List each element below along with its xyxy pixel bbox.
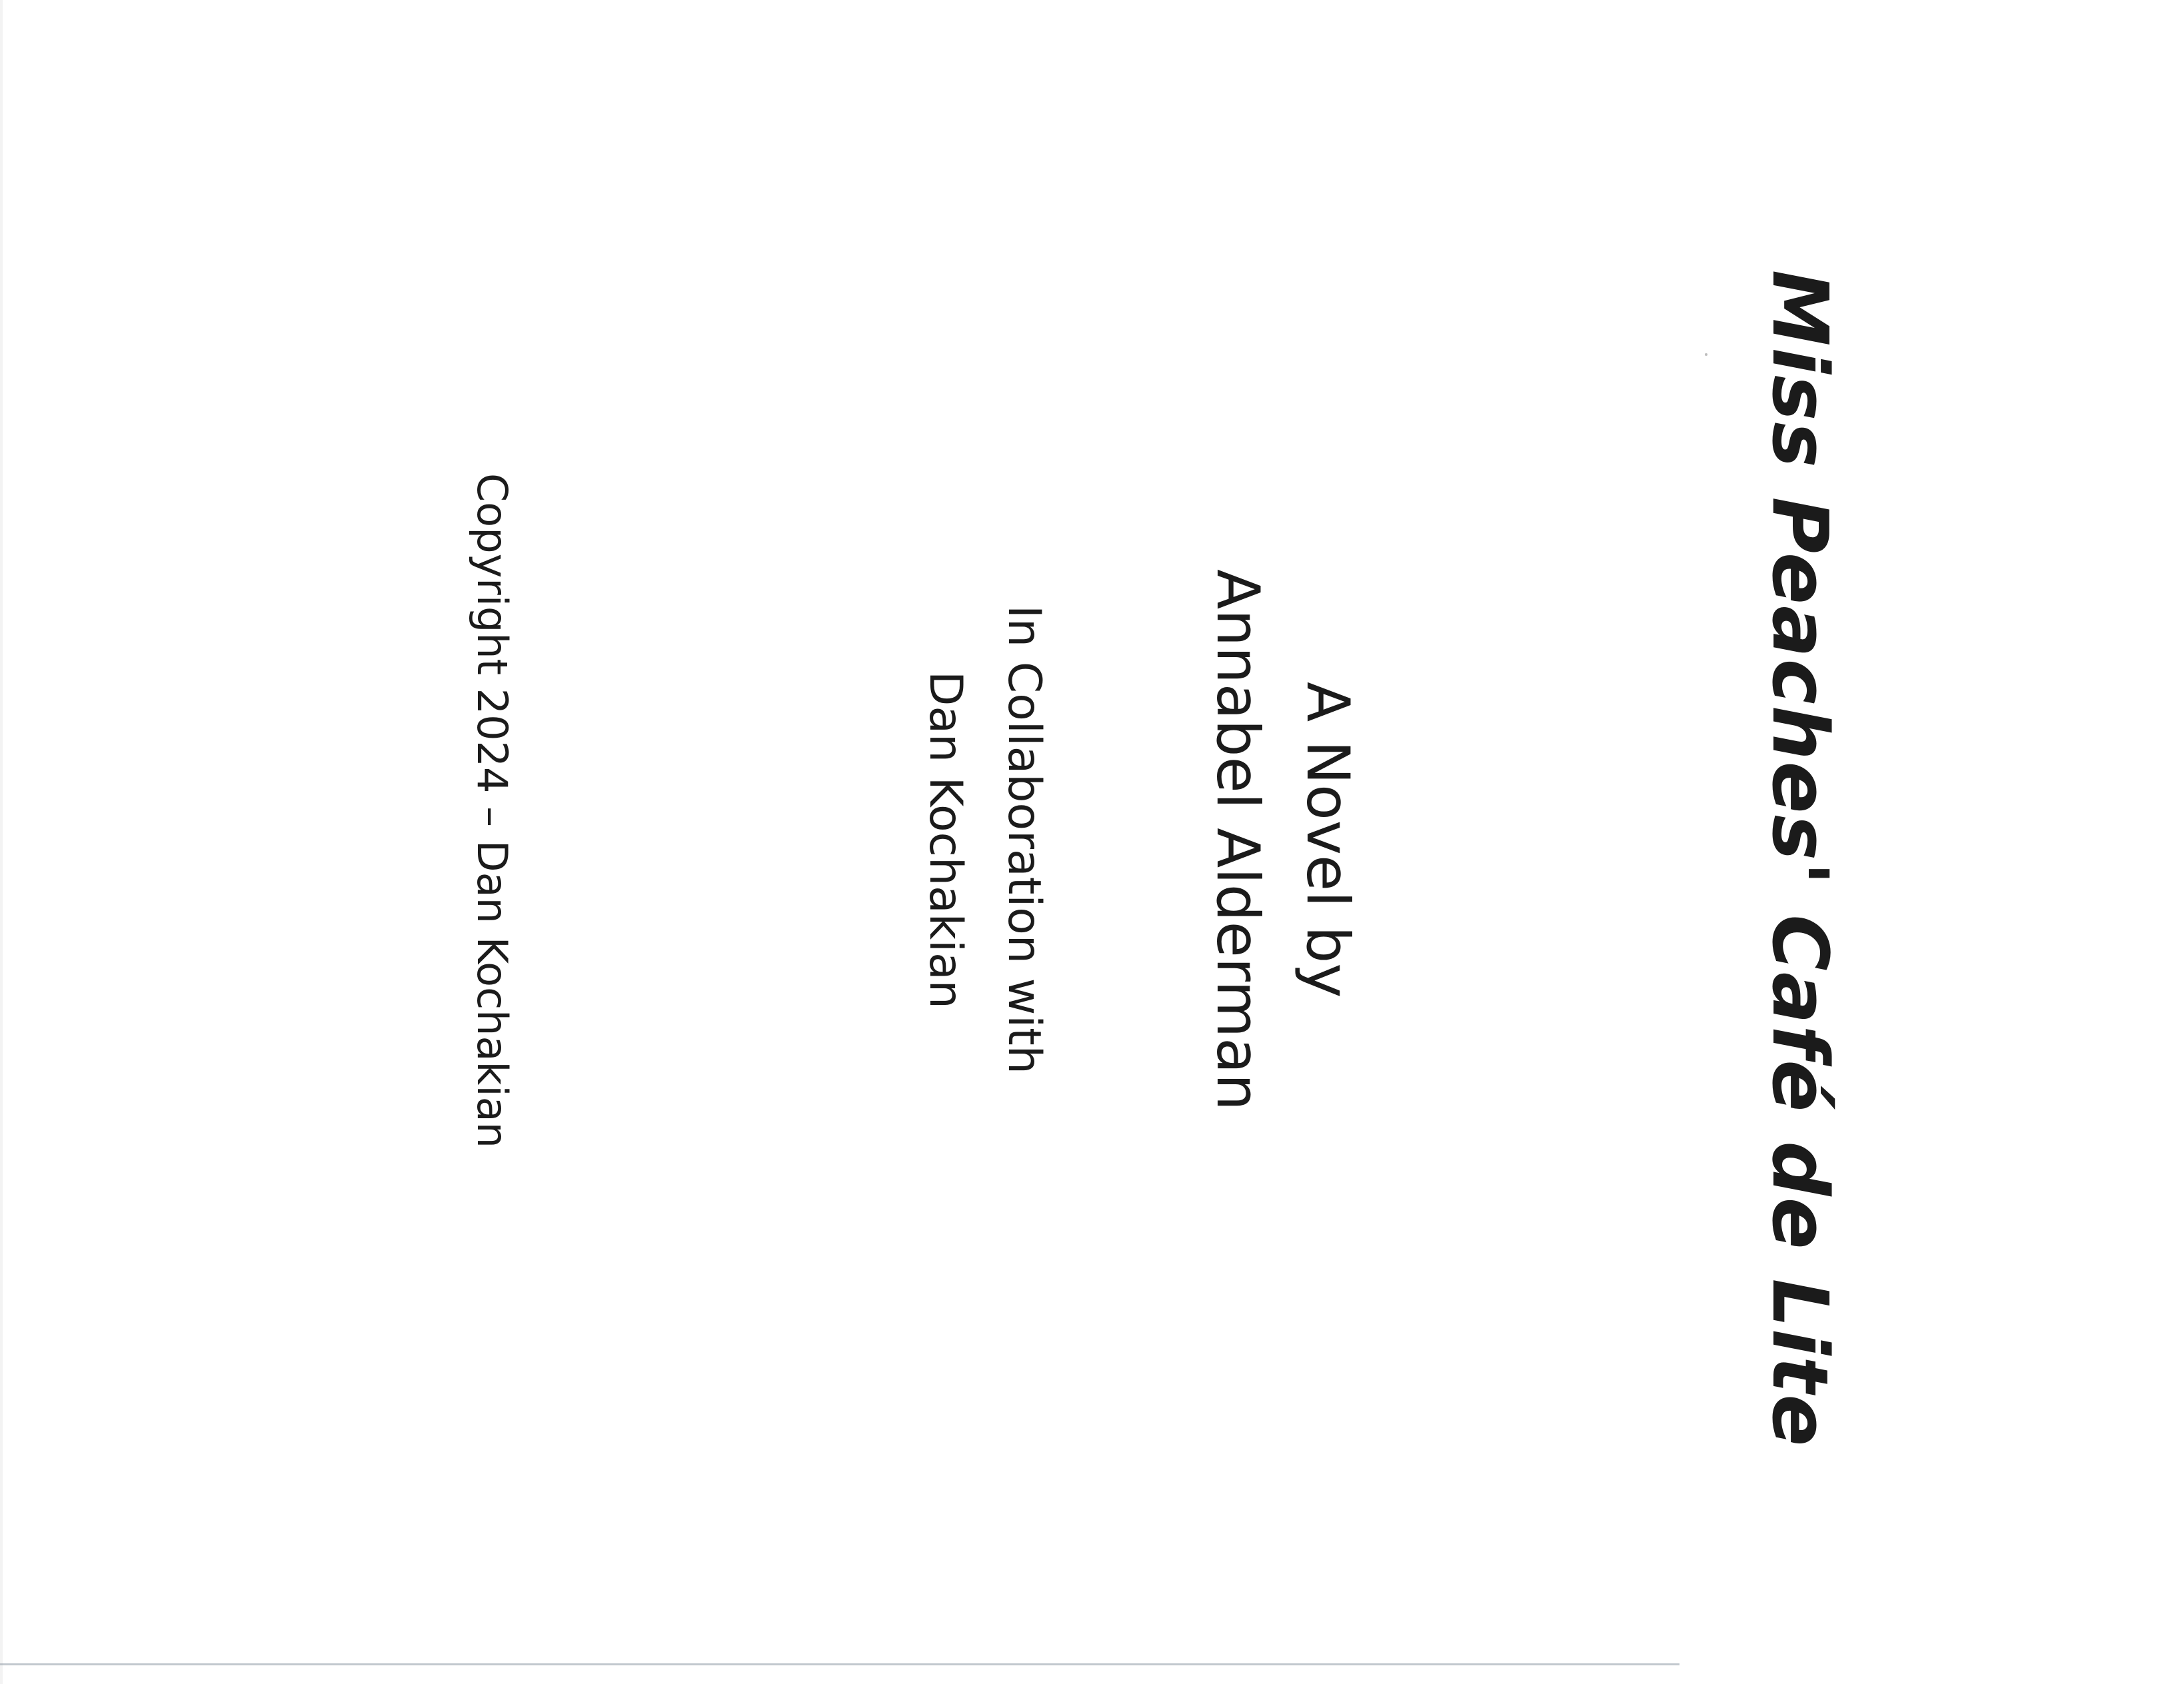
collaboration-credit: [903, 546, 1063, 1133]
byline-author-name: Annabel Alderman: [1204, 568, 1272, 1111]
author-byline: [1193, 506, 1373, 1173]
byline-line-1: A Novel by: [1294, 681, 1362, 998]
book-title-text: Miss Peaches' Café de Lite: [1755, 270, 1844, 1448]
collaborator-name: Dan Kochakian: [919, 670, 972, 1009]
collaboration-line-1: In Collaboration with: [998, 605, 1050, 1074]
scan-bottom-edge: [0, 1663, 1679, 1665]
book-title: [1749, 270, 1849, 1448]
copyright-notice: [452, 473, 525, 1206]
scan-edge: [0, 0, 3, 1684]
scan-speck: [1705, 353, 1707, 356]
copyright-text: Copyright 2024 – Dan Kochakian: [468, 473, 517, 1148]
